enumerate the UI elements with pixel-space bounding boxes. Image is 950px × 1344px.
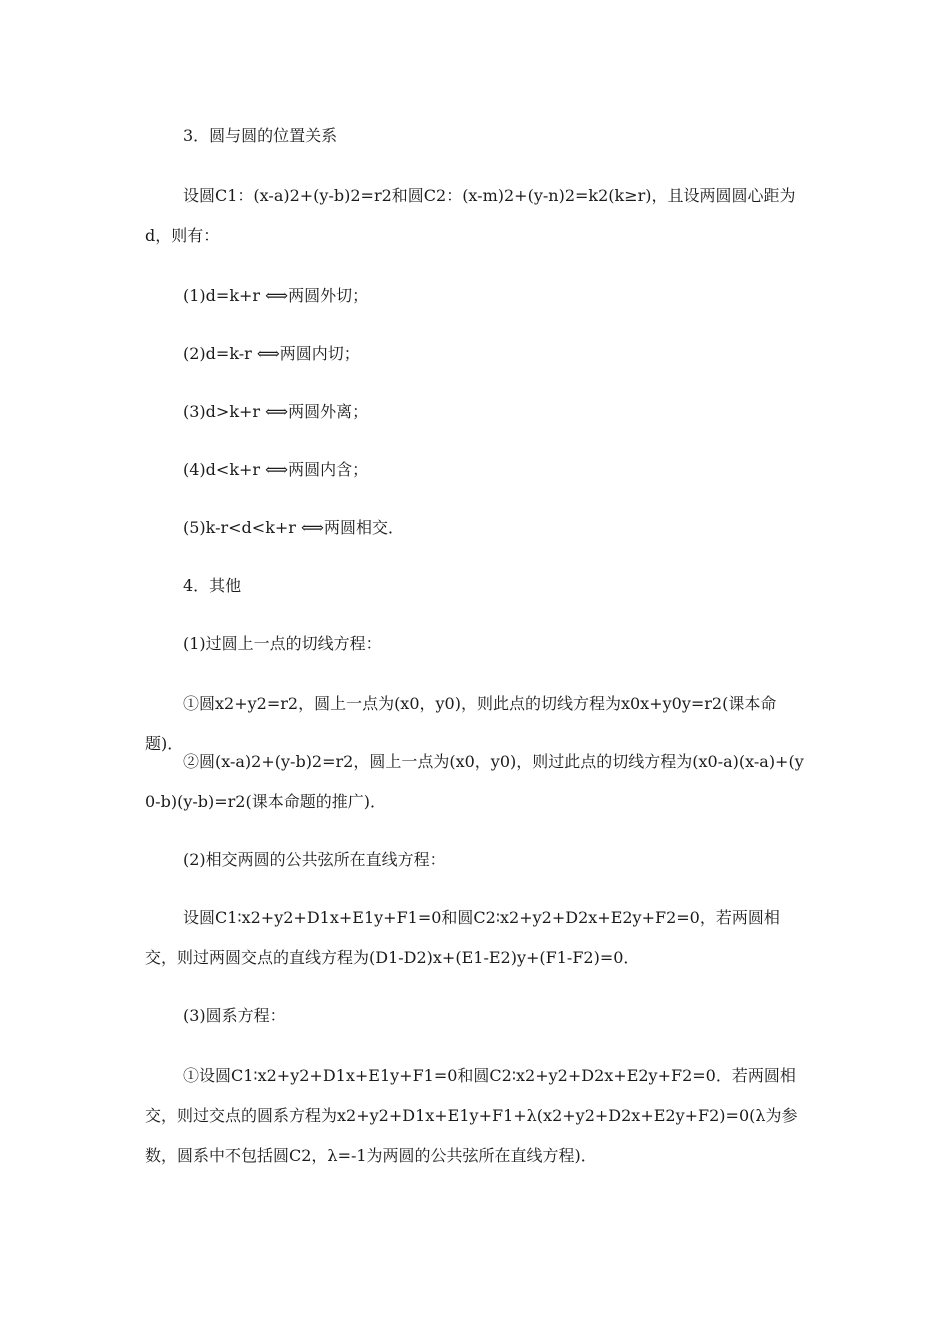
section-heading: 4．其他 (183, 576, 242, 595)
list-item: (2)d=k-r ⟺两圆内切； (183, 344, 360, 363)
list-item: (3)d>k+r ⟺两圆外离； (183, 402, 369, 421)
paragraph: ①设圆C1∶x2+y2+D1x+E1y+F1=0和圆C2∶x2+y2+D2x+E2y+F2=0．若两圆相交，则过交点的圆系方程为x2+y2+D1x+E1y+F1+λ(x2+y2+D2x+E2y+F2)=0(λ为参数，圆系中不包括圆C2，λ=-1为两圆的公共弦所在直线方程)． (145, 1066, 798, 1165)
section-heading: 3．圆与圆的位置关系 (183, 126, 338, 145)
list-item: (1)d=k+r ⟺两圆外切； (183, 286, 369, 305)
paragraph: 设圆C1：(x-a)2+(y-b)2=r2和圆C2：(x-m)2+(y-n)2=k2(k≥r)，且设两圆圆心距为d，则有： (145, 186, 796, 245)
subsection-heading: (1)过圆上一点的切线方程： (183, 634, 382, 653)
paragraph: ①圆x2+y2=r2，圆上一点为(x0，y0)，则此点的切线方程为x0x+y0y=r2(课本命题)． (145, 694, 777, 753)
paragraph: ②圆(x-a)2+(y-b)2=r2，圆上一点为(x0，y0)，则过此点的切线方程为(x0-a)(x-a)+(y0-b)(y-b)=r2(课本命题的推广)． (145, 752, 804, 811)
list-item: (5)k-r<d<k+r ⟺两圆相交． (183, 518, 404, 537)
subsection-heading: (2)相交两圆的公共弦所在直线方程： (183, 850, 446, 869)
list-item: (4)d<k+r ⟺两圆内含； (183, 460, 369, 479)
subsection-heading: (3)圆系方程： (183, 1006, 286, 1025)
paragraph: 设圆C1∶x2+y2+D1x+E1y+F1=0和圆C2∶x2+y2+D2x+E2y+F2=0，若两圆相交，则过两圆交点的直线方程为(D1-D2)x+(E1-E2)y+(F1-F2)=0． (145, 908, 780, 967)
